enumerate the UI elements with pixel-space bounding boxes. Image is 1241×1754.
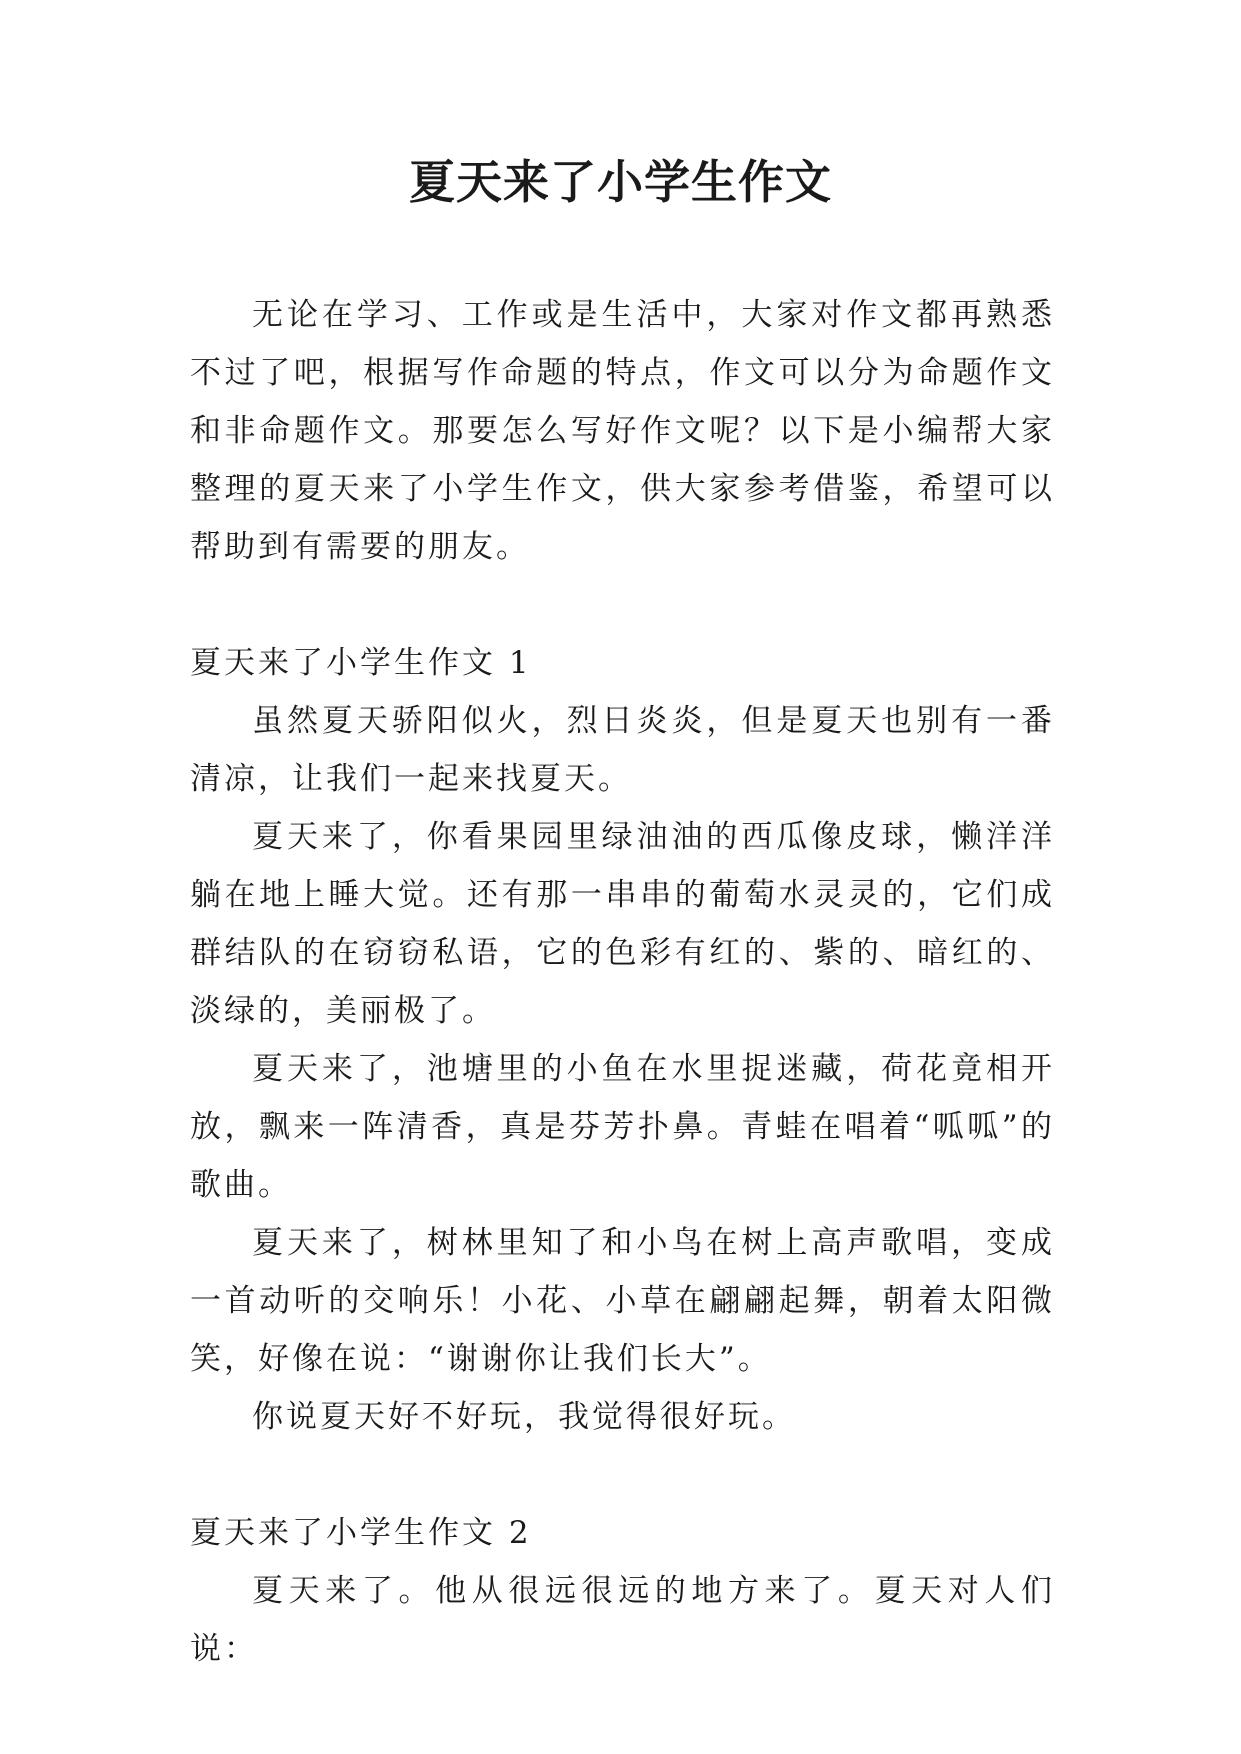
essay-paragraph: 夏天来了。他从很远很远的地方来了。夏天对人们说： [190,1573,1055,1667]
essay-heading: 夏天来了小学生作文 1 [190,645,532,681]
essay-section-1 [190,634,1055,1446]
document-title: 夏天来了小学生作文 [409,155,832,209]
section-gap [190,576,1055,634]
essay-heading: 夏天来了小学生作文 2 [190,1515,532,1551]
essay-paragraph: 你说夏天好不好玩，我觉得很好玩。 [252,1399,796,1435]
essay-paragraph: 夏天来了，池塘里的小鱼在水里捉迷藏，荷花竟相开放，飘来一阵清香，真是芬芳扑鼻。青蛙在唱着“呱呱”的歌曲。 [190,1051,1055,1203]
essay-paragraph: 虽然夏天骄阳似火，烈日炎炎，但是夏天也别有一番清凉，让我们一起来找夏天。 [190,703,1055,797]
section-gap [190,1446,1055,1504]
essay-section-2 [190,1504,1055,1678]
document-body [190,286,1055,1678]
essay-paragraph: 夏天来了，你看果园里绿油油的西瓜像皮球，懒洋洋躺在地上睡大觉。还有那一串串的葡萄水灵灵的，它们成群结队的在窃窃私语，它的色彩有红的、紫的、暗红的、淡绿的，美丽极了。 [190,819,1055,1029]
essay-paragraph: 夏天来了，树林里知了和小鸟在树上高声歌唱，变成一首动听的交响乐！小花、小草在翩翩起舞，朝着太阳微笑，好像在说：“谢谢你让我们长大”。 [190,1225,1055,1377]
intro-paragraph: 无论在学习、工作或是生活中，大家对作文都再熟悉不过了吧，根据写作命题的特点，作文可以分为命题作文和非命题作文。那要怎么写好作文呢？以下是小编帮大家整理的夏天来了小学生作文，供大家参考借鉴，希望可以帮助到有需要的朋友。 [190,297,1055,565]
